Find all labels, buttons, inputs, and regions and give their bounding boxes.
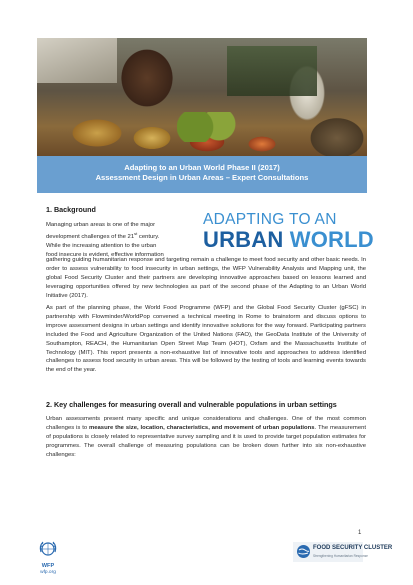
intro-line-4: food insecure is evident, effective information	[46, 251, 164, 258]
section-2-bold-text: measure the size, location, characteristics, and movement of urban populations	[89, 424, 315, 431]
intro-line-1: Managing urban areas is one of the major	[46, 222, 156, 228]
section-1-paragraph-2: As part of the planning phase, the World Food Programme (WFP) and the Global Food Security Cluster (gFSC) in partnership with Flowminder/WorldPop convened a technical meeting in Rome to brainstorm and discuss options to improve assessment designs in urban settings and identify innovative solutions for the way forward. Participating partners included the Food and Agriculture Organization of the United Nations (FAO), the GeoData Institute of the University of Southampton, REACH, the Humanitarian Open Street Map Team (HOT), Oxfam and the Massachusetts Institute of Technology (MIT). This report presents a non-exhaustive list of innovative tools and approaches to address identified challenges to assess food security in urban areas. This will be followed by the testing of tools and learning events towards the end of the year.	[46, 305, 366, 374]
wfp-logo	[30, 540, 66, 574]
banner-title: Adapting to an Urban World Phase II (2017)	[124, 163, 280, 172]
cluster-title: FOOD SECURITY CLUSTER	[313, 545, 393, 551]
intro-line-2	[46, 230, 194, 242]
section-2-paragraph	[46, 415, 366, 460]
photo-background-hut	[37, 38, 117, 83]
section-1-heading: 1. Background	[46, 205, 96, 214]
photo-market-stall	[227, 46, 317, 96]
section-1-paragraph-1: gathering guiding humanitarian response and targeting remain a challenge to meet food security and other basic needs. In order to assess vulnerability to food insecurity in urban settings, the WFP Vulnerability Analysis and Mapping unit, the global Food Security Cluster and their partners are developing innovative approaches based on lessons learned and leveraging opportunities offered by new technologies as part of the second phase of the Adapting to an Urban World Initiative (2017).	[46, 257, 366, 299]
urban-world-logo	[203, 211, 374, 259]
intro-superscript: st	[134, 230, 138, 236]
intro-line-3: While the increasing attention to the urban	[46, 242, 157, 249]
wfp-name: WFP	[41, 563, 55, 569]
photo-vegetables	[177, 112, 237, 142]
section-2-text-b: . The measurement of populations is closely related to representative survey sampling and it is used to provide target population estimates for programmes. The overall challenge of measuring populations can be broken down further into six non-exhaustive challenges:	[46, 424, 367, 458]
cluster-subtitle: Strengthening Humanitarian Response	[313, 554, 368, 558]
section-1-intro	[46, 221, 194, 260]
food-security-cluster-logo	[293, 542, 393, 566]
section-2-heading: 2. Key challenges for measuring overall and vulnerable populations in urban settings	[46, 400, 337, 409]
logo-top-text: ADAPTING TO AN	[203, 211, 337, 228]
logo-bottom-text	[203, 227, 374, 252]
logo-word-urban: URBAN	[203, 227, 284, 252]
market-photo	[37, 38, 367, 156]
title-banner	[37, 156, 367, 193]
banner-subtitle: Assessment Design in Urban Areas – Expert Consultations	[95, 173, 309, 182]
wfp-website: wfp.org	[40, 570, 56, 575]
section-2-text-a: Urban assessments present many specific and unique considerations and challenges. One of the most common challenges is to	[46, 416, 366, 431]
page-number: 1	[358, 530, 362, 536]
wfp-emblem-icon	[38, 540, 58, 558]
logo-word-world: WORLD	[289, 227, 374, 252]
intro-line-2a: development challenges of the 21	[46, 233, 135, 240]
globe-icon	[296, 544, 311, 559]
intro-line-2b: century.	[137, 233, 160, 240]
